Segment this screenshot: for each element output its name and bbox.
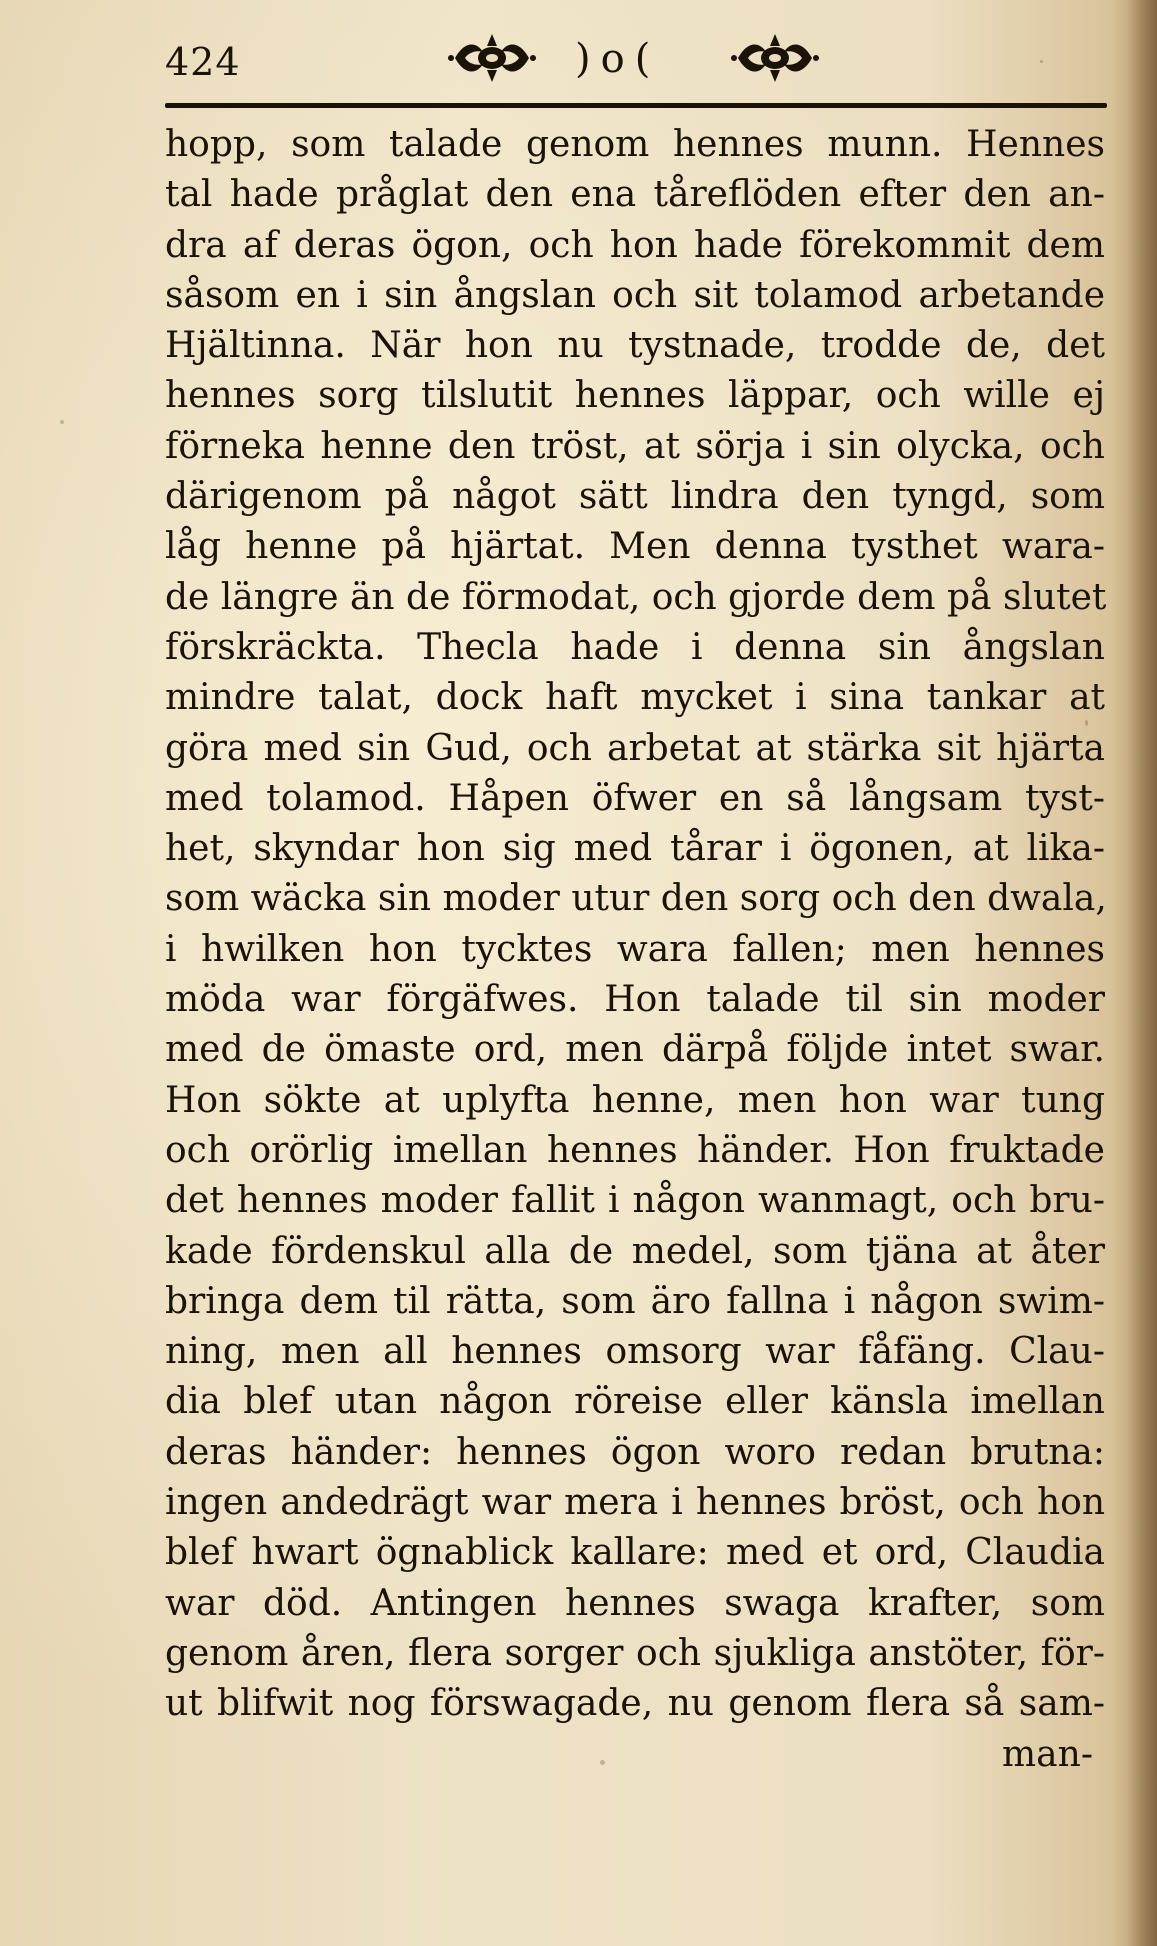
paper-speck [60, 420, 64, 424]
body-text [165, 120, 1105, 1780]
text-line: såsom en i sin ångslan och sit tolamod arbetande [165, 274, 1105, 316]
text-line: som wäcka sin moder utur den sorg och den dwala, [165, 878, 1107, 920]
text-line: låg henne på hjärtat. Men denna tysthet wara- [165, 526, 1105, 568]
text-line: därigenom på något sätt lindra den tyngd, som [165, 476, 1105, 518]
header-rule [165, 103, 1107, 108]
text-line: blef hwart ögnablick kallare: med et ord, Claudia [165, 1532, 1105, 1574]
text-line: dra af deras ögon, och hon hade förekommit dem [165, 224, 1105, 266]
header-center-mark: )o( [575, 36, 661, 82]
paper-speck [1085, 720, 1088, 726]
text-line: genom åren, flera sorger och sjukliga anstöter, för- [165, 1632, 1105, 1674]
text-line: i hwilken hon tycktes wara fallen; men hennes [165, 928, 1105, 970]
text-line: göra med sin Gud, och arbetat at stärka sit hjärta [165, 727, 1105, 769]
text-line: ning, men all hennes omsorg war fåfäng. Clau- [165, 1331, 1105, 1373]
fleuron-ornament-icon [730, 30, 820, 86]
catchword: man- [1002, 1733, 1093, 1775]
text-line: tal hade pråglat den ena tåreflöden efter den an- [165, 174, 1105, 216]
text-line: bringa dem til rätta, som äro fallna i någon swim- [165, 1280, 1105, 1322]
page-number: 424 [165, 40, 241, 84]
text-line: war död. Antingen hennes swaga krafter, som [165, 1582, 1105, 1624]
text-line: Hon sökte at uplyfta henne, men hon war tung [165, 1079, 1105, 1121]
text-line: deras händer: hennes ögon woro redan brutna: [165, 1431, 1105, 1473]
text-line: Hjältinna. När hon nu tystnade, trodde de, det [165, 325, 1105, 367]
text-line: ut blifwit nog förswagade, nu genom flera så sam- [165, 1683, 1105, 1725]
paper-speck [600, 1760, 605, 1765]
text-line: kade fördenskul alla de medel, som tjäna at åter [165, 1230, 1105, 1272]
text-line: het, skyndar hon sig med tårar i ögonen, at lika- [165, 828, 1105, 870]
fleuron-ornament-icon [447, 30, 537, 86]
text-line: dia blef utan någon röreise eller känsla imellan [165, 1381, 1105, 1423]
text-line: ingen andedrägt war mera i hennes bröst, och hon [165, 1482, 1105, 1524]
paper-speck [1040, 60, 1043, 63]
text-line: och orörlig imellan hennes händer. Hon fruktade [165, 1129, 1105, 1171]
text-line: förskräckta. Thecla hade i denna sin ångslan [165, 626, 1105, 668]
page-gutter-shadow [1127, 0, 1157, 1946]
text-line: de längre än de förmodat, och gjorde dem på slutet [165, 576, 1107, 618]
text-line: hopp, som talade genom hennes munn. Hennes [165, 124, 1105, 165]
text-line: förneka henne den tröst, at sörja i sin olycka, och [165, 425, 1105, 467]
text-line: med tolamod. Håpen öfwer en så långsam tyst- [165, 777, 1105, 819]
text-line: möda war förgäfwes. Hon talade til sin moder [165, 979, 1105, 1021]
text-line: med de ömaste ord, men därpå följde intet swar. [165, 1029, 1105, 1071]
running-header [165, 30, 1105, 100]
text-line: mindre talat, dock haft mycket i sina tankar at [165, 677, 1105, 719]
text-line: det hennes moder fallit i någon wanmagt, och bru- [165, 1180, 1105, 1222]
text-line: hennes sorg tilslutit hennes läppar, och wille ej [165, 375, 1105, 417]
